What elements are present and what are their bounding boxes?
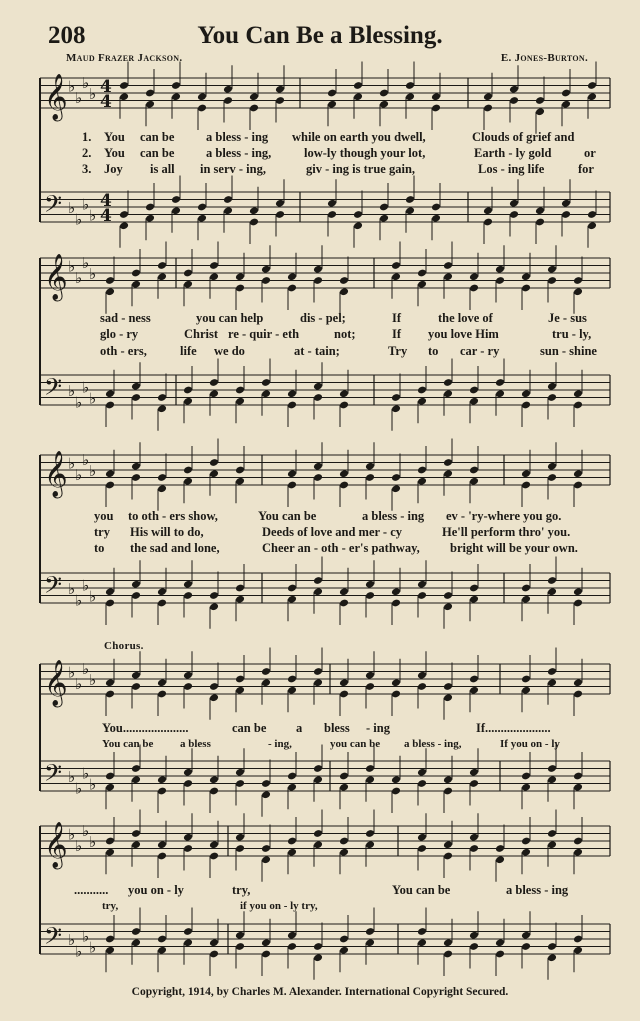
bass-clef: 𝄢 — [44, 190, 63, 223]
lyric: re - quir - eth — [228, 327, 300, 341]
lyric: a bless - ing — [362, 509, 425, 523]
flat-sign: ♭ — [75, 88, 83, 107]
lyric: You can be — [392, 883, 451, 897]
flat-sign: ♭ — [75, 836, 83, 855]
chorus-label: Chorus. — [104, 640, 144, 652]
flat-sign: ♭ — [75, 393, 83, 412]
flat-sign: ♭ — [89, 833, 97, 851]
lyric: His will to do, — [130, 525, 204, 539]
lyric: the love of — [438, 311, 493, 325]
lyric: If — [392, 327, 402, 341]
lyric: life — [180, 344, 197, 358]
lyric: low-ly though your lot, — [304, 146, 426, 160]
lyric: Deeds of love and mer - cy — [262, 525, 403, 539]
lyric: Clouds of grief and — [472, 130, 575, 144]
flat-sign: ♭ — [75, 268, 83, 287]
lyric: Joy — [104, 162, 123, 176]
lyric: a bless - ing, — [206, 146, 272, 160]
verse-number: 1. — [82, 130, 92, 144]
lyric: in serv - ing, — [200, 162, 266, 176]
lyric: If..................... — [476, 721, 551, 735]
lyric: If — [392, 311, 402, 325]
flat-sign: ♭ — [82, 195, 90, 214]
flat-sign: ♭ — [82, 253, 90, 272]
lyric: glo - ry — [100, 327, 139, 341]
time-signature: 4 — [100, 92, 112, 112]
verse-number: 2. — [82, 146, 92, 160]
flat-sign: ♭ — [82, 450, 90, 469]
lyric: not; — [334, 327, 356, 341]
flat-sign: ♭ — [75, 942, 83, 961]
flat-sign: ♭ — [68, 768, 76, 786]
lyric: tru - ly, — [552, 327, 592, 341]
lyric: a bless - ing — [206, 130, 269, 144]
composer-credit: E. Jones-Burton. — [500, 52, 588, 64]
flat-sign: ♭ — [89, 775, 97, 794]
flat-sign: ♭ — [89, 671, 97, 689]
flat-sign: ♭ — [68, 931, 76, 949]
lyric: try, — [232, 883, 251, 897]
lyric: the sad and lone, — [130, 541, 220, 555]
flat-sign: ♭ — [82, 576, 90, 595]
lyric: Christ — [184, 327, 219, 341]
lyric: to — [428, 344, 439, 358]
flat-sign: ♭ — [68, 580, 76, 598]
lyric: oth - ers, — [100, 344, 147, 358]
lyric: can be — [140, 130, 175, 144]
lyric: Je - sus — [548, 311, 587, 325]
lyric: if you on - ly try, — [240, 900, 318, 912]
bass-clef: 𝄢 — [44, 373, 63, 406]
lyric: sun - shine — [540, 344, 597, 358]
flat-sign: ♭ — [82, 73, 90, 92]
lyric: can be — [232, 721, 267, 735]
bass-clef: 𝄢 — [44, 759, 63, 792]
lyric: - ing — [366, 721, 390, 735]
flat-sign: ♭ — [89, 265, 97, 283]
flat-sign: ♭ — [75, 465, 83, 484]
lyric: you can help — [196, 311, 264, 325]
lyric: a — [296, 721, 303, 735]
flat-sign: ♭ — [75, 591, 83, 610]
flat-sign: ♭ — [82, 659, 90, 678]
flat-sign: ♭ — [75, 210, 83, 229]
verse-number: 3. — [82, 162, 92, 176]
lyric: Try — [388, 344, 408, 358]
flat-sign: ♭ — [89, 389, 97, 408]
flat-sign: ♭ — [82, 821, 90, 840]
treble-clef: 𝄞 — [44, 822, 68, 868]
time-signature: 4 — [100, 77, 112, 97]
lyric: ........... — [74, 883, 109, 897]
flat-sign: ♭ — [82, 378, 90, 397]
lyric: try, — [102, 900, 119, 912]
lyric: You..................... — [102, 721, 189, 735]
lyric: giv - ing is true gain, — [306, 162, 416, 176]
lyric: a bless - ing — [506, 883, 569, 897]
lyric: Los - ing life — [478, 162, 545, 176]
flat-sign: ♭ — [82, 764, 90, 783]
lyric: car - ry — [460, 344, 500, 358]
lyric: You — [104, 146, 125, 160]
flat-sign: ♭ — [68, 454, 76, 473]
lyric: a bless — [180, 738, 211, 750]
lyric: to — [94, 541, 105, 555]
lyric: ev - 'ry-where you go. — [446, 509, 562, 523]
flat-sign: ♭ — [89, 85, 97, 103]
lyric: at - tain; — [294, 344, 340, 358]
lyric: You can be — [258, 509, 317, 523]
copyright-notice: Copyright, 1914, by Charles M. Alexander. International Copyright Secured. — [131, 986, 509, 998]
time-signature: 4 — [100, 191, 112, 211]
flat-sign: ♭ — [89, 462, 97, 480]
lyric: You — [104, 130, 125, 144]
flat-sign: ♭ — [75, 674, 83, 693]
lyric: You can be — [102, 738, 154, 750]
flat-sign: ♭ — [68, 382, 76, 400]
flat-sign: ♭ — [68, 663, 76, 682]
flat-sign: ♭ — [89, 587, 97, 606]
bass-clef: 𝄢 — [44, 922, 63, 955]
treble-clef: 𝄞 — [44, 254, 68, 300]
lyric: to oth - ers show, — [128, 509, 218, 523]
lyric: Cheer an - oth - er's pathway, — [262, 541, 420, 555]
author-credit: Maud Frazer Jackson. — [66, 52, 183, 64]
hymn-title: You Can Be a Blessing. — [197, 22, 443, 49]
lyric: while on earth you dwell, — [292, 130, 426, 144]
flat-sign: ♭ — [68, 77, 76, 96]
lyric: you — [94, 509, 114, 523]
lyric: - ing, — [268, 738, 292, 750]
bass-clef: 𝄢 — [44, 571, 63, 604]
flat-sign: ♭ — [89, 938, 97, 957]
lyric: for — [578, 162, 594, 176]
flat-sign: ♭ — [82, 927, 90, 946]
lyric: bright will be your own. — [450, 541, 578, 555]
lyric: a bless - ing, — [404, 738, 462, 750]
lyric: can be — [140, 146, 175, 160]
lyric: bless — [324, 721, 350, 735]
lyric: or — [584, 146, 596, 160]
lyric: try — [94, 525, 110, 539]
lyric: Earth - ly gold — [474, 146, 552, 160]
flat-sign: ♭ — [68, 199, 76, 217]
treble-clef: 𝄞 — [44, 660, 68, 706]
lyric: dis - pel; — [300, 311, 346, 325]
time-signature: 4 — [100, 206, 112, 226]
lyric: we do — [214, 344, 245, 358]
flat-sign: ♭ — [89, 206, 97, 225]
lyric: If you on - ly — [500, 738, 560, 750]
hymn-number: 208 — [48, 22, 86, 49]
lyric: sad - ness — [100, 311, 151, 325]
lyric: you love Him — [428, 327, 499, 341]
lyric: you on - ly — [128, 883, 184, 897]
treble-clef: 𝄞 — [44, 451, 68, 497]
lyric: He'll perform thro' you. — [442, 525, 571, 539]
lyric: is all — [150, 162, 175, 176]
treble-clef: 𝄞 — [44, 74, 68, 120]
flat-sign: ♭ — [75, 779, 83, 798]
flat-sign: ♭ — [68, 825, 76, 844]
lyric: you can be — [330, 738, 381, 750]
flat-sign: ♭ — [68, 257, 76, 276]
